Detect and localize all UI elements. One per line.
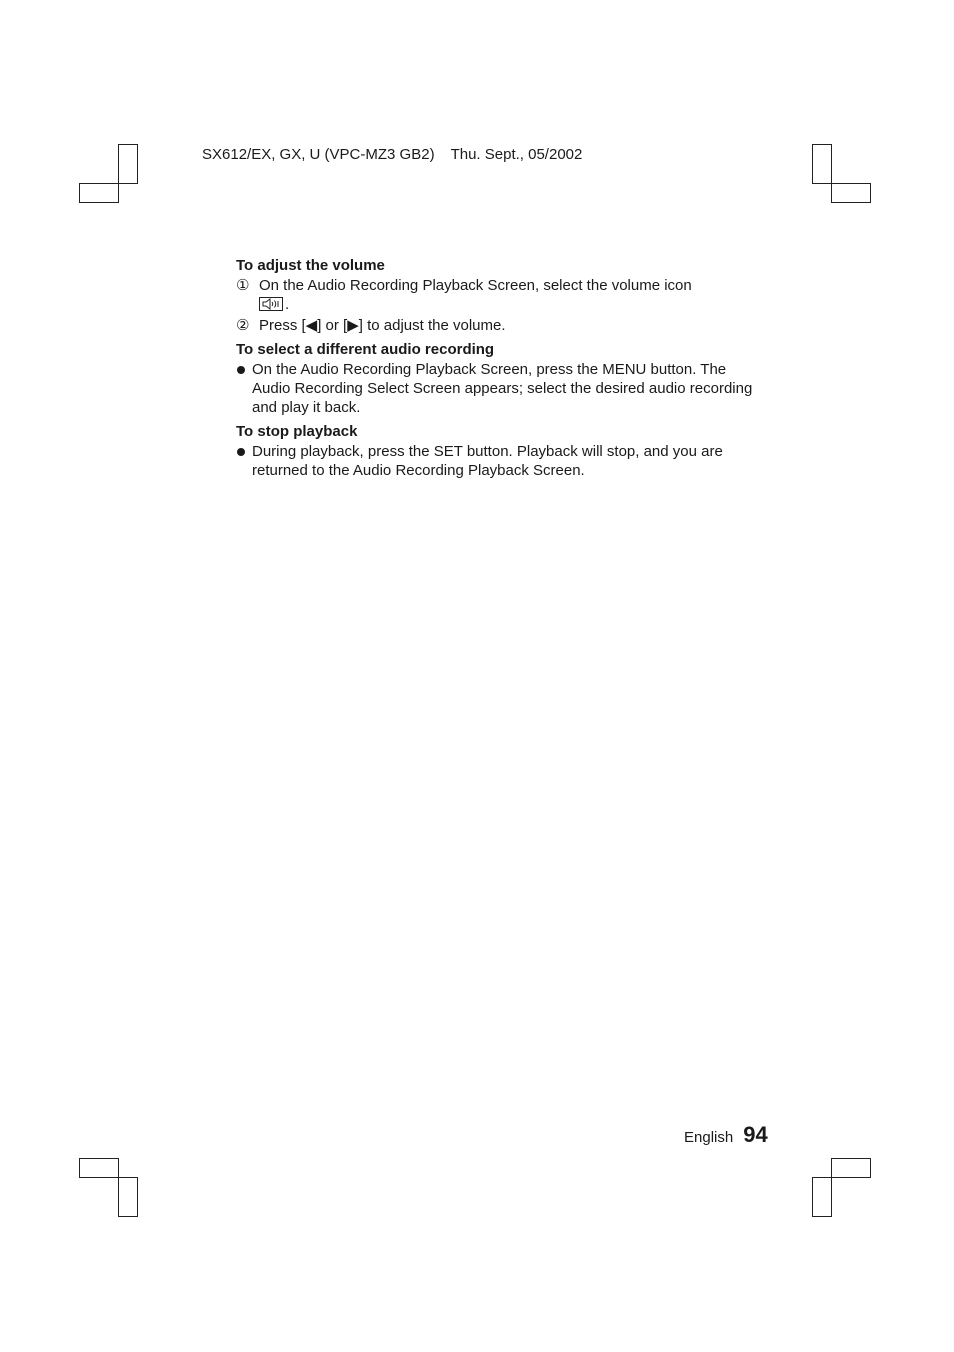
step-1-text: On the Audio Recording Playback Screen, select the volume icon [259,277,692,294]
header-date: Thu. Sept., 05/2002 [450,146,583,163]
bullet-select-recording-text: On the Audio Recording Playback Screen, press the MENU button. The Audio Recording Select Screen appears; select the desired audio recording and play it back. [252,361,753,416]
crop-mark-bottom-left-vertical [118,1177,138,1217]
step-1-marker: ① [236,277,250,294]
bullet-stop-playback-text: During playback, press the SET button. Playback will stop, and you are returned to the Audio Recording Playback Screen. [252,443,723,479]
crop-mark-bottom-right-vertical [812,1177,832,1217]
crop-mark-top-right-horizontal [831,183,871,203]
step-1 [236,276,756,314]
heading-stop-playback: To stop playback [236,423,358,440]
crop-mark-top-left-vertical [118,144,138,184]
bullet-dot [237,366,245,374]
bullet-dot [237,448,245,456]
heading-adjust-volume: To adjust the volume [236,257,385,274]
crop-mark-bottom-right-horizontal [831,1158,871,1178]
main-content [236,255,756,480]
crop-mark-top-right-vertical [812,144,832,184]
crop-mark-bottom-left-horizontal [79,1158,119,1178]
step-2-text: Press [◀] or [▶] to adjust the volume. [259,317,506,334]
volume-icon [259,297,283,311]
page-footer [684,1122,768,1148]
crop-mark-top-left-horizontal [79,183,119,203]
step-1-end: . [285,296,290,313]
bullet-select-recording [236,360,756,417]
heading-select-recording: To select a different audio recording [236,341,495,358]
page-number: 94 [743,1122,768,1147]
bullet-stop-playback [236,442,756,480]
document-header [202,146,582,163]
footer-language: English [684,1129,734,1146]
step-2-marker: ② [236,317,250,334]
step-2 [236,316,756,335]
header-model: SX612/EX, GX, U (VPC-MZ3 GB2) [202,146,435,163]
